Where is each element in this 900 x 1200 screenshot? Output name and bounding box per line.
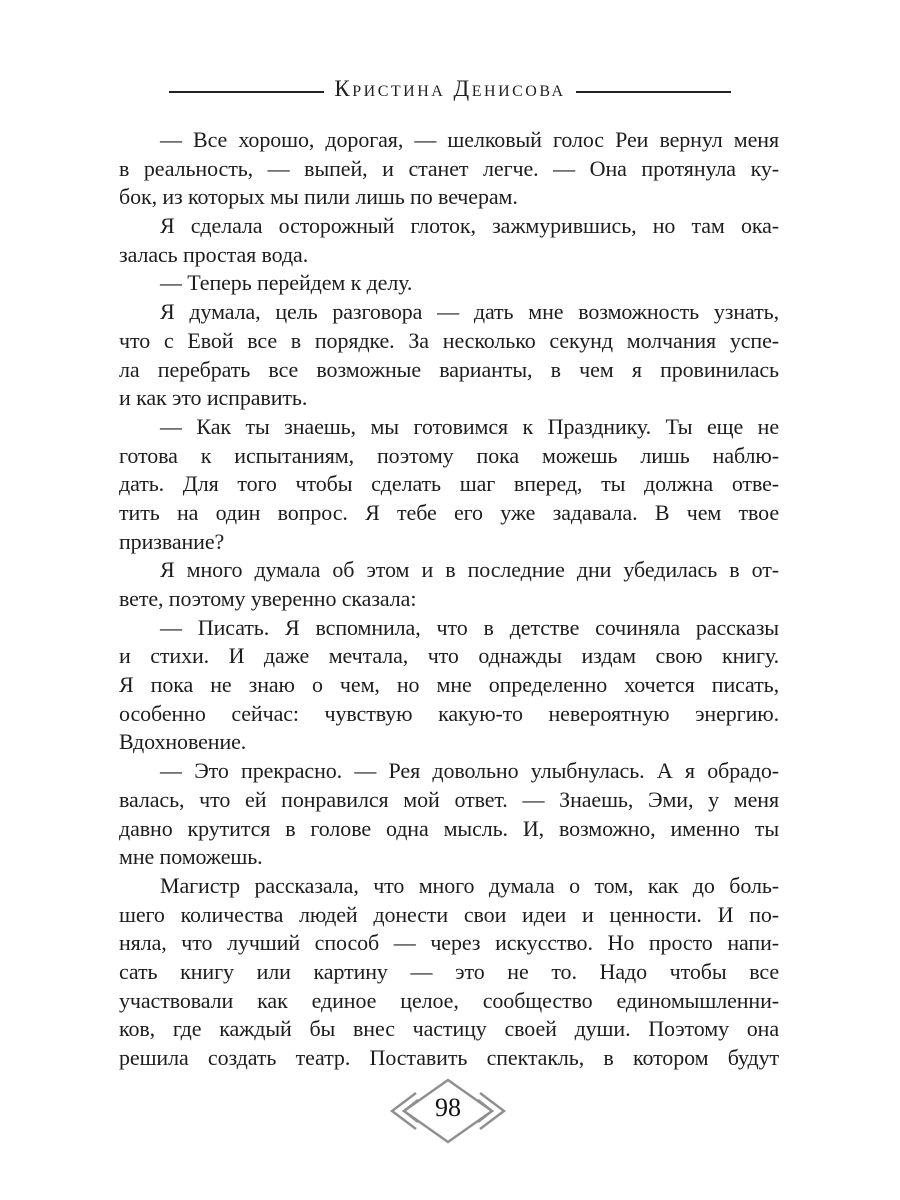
text-line: Вдохновение. — [119, 729, 247, 755]
text-line: тить на один вопрос. Я тебе его уже задавала. В чем твое — [119, 499, 779, 525]
text-line: — Как ты знаешь, мы готовимся к Празднику. Ты еще не — [160, 413, 779, 439]
running-header-title: Кристина Денисова — [334, 76, 566, 101]
paragraph — [119, 757, 779, 872]
text-line: что с Евой все в порядке. За несколько секунд молчания успе- — [119, 327, 779, 353]
text-line: — Писать. Я вспомнила, что в детстве сочиняла рассказы — [160, 614, 779, 640]
text-line: мне поможешь. — [119, 844, 263, 870]
text-line: дать. Для того чтобы сделать шаг вперед, ты должна отве- — [119, 471, 779, 497]
text-line: ков, где каждый бы внес частицу своей души. Поэтому она — [119, 1016, 779, 1042]
header-rule-right — [576, 91, 731, 93]
text-line: в реальность, — выпей, и станет легче. — Она протянула ку- — [119, 155, 779, 181]
text-line: няла, что лучший способ — через искусство. Но просто напи- — [119, 930, 779, 956]
paragraph — [119, 413, 779, 556]
text-line: — Все хорошо, дорогая, — шелковый голос Реи вернул меня — [160, 127, 779, 152]
text-line: валась, что ей понравился мой ответ. — Знаешь, Эми, у меня — [119, 786, 779, 812]
paragraph — [119, 872, 779, 1073]
running-header — [0, 76, 900, 102]
page-text — [119, 126, 779, 1073]
text-line: — Это прекрасно. — Рея довольно улыбнулась. А я обрадо- — [160, 758, 779, 784]
text-line: Я пока не знаю о чем, но мне определенно хочется писать, — [119, 672, 779, 698]
text-line: давно крутится в голове одна мысль. И, возможно, именно ты — [119, 815, 779, 841]
text-line: шего количества людей донести свои идеи и ценности. И по- — [119, 901, 779, 927]
paragraph — [119, 556, 779, 613]
page-number: 98 — [435, 1093, 461, 1122]
text-line: и как это исправить. — [119, 385, 308, 411]
text-line: Я сделала осторожный глоток, зажмурившись, но там ока- — [160, 213, 779, 239]
paragraph — [119, 126, 779, 212]
text-line: вете, поэтому уверенно сказала: — [119, 586, 417, 611]
text-line: Я много думала об этом и в последние дни убедилась в от- — [160, 557, 779, 583]
text-line: призвание? — [119, 528, 225, 554]
paragraph — [119, 298, 779, 413]
paragraph — [119, 614, 779, 757]
text-line: бок, из которых мы пили лишь по вечерам. — [119, 184, 518, 210]
text-line: и стихи. И даже мечтала, что однажды издам свою книгу. — [119, 643, 779, 669]
text-line: сать книгу или картину — это не то. Надо чтобы все — [119, 958, 779, 984]
page-number-ornament — [386, 1076, 510, 1146]
text-line: решила создать театр. Поставить спектакль, в котором будут — [119, 1045, 779, 1070]
header-rule-left — [169, 91, 324, 93]
text-line: готова к испытаниям, поэтому пока можешь лишь наблю- — [119, 442, 779, 468]
text-line: — Теперь перейдем к делу. — [160, 270, 413, 296]
paragraph — [119, 269, 779, 298]
text-line: участвовали как единое целое, сообщество единомышленни- — [119, 987, 779, 1013]
page-footer — [0, 1076, 900, 1146]
text-line: ла перебрать все возможные варианты, в чем я провинилась — [119, 356, 779, 382]
text-line: Я думала, цель разговора — дать мне возможность узнать, — [160, 299, 779, 325]
text-line: залась простая вода. — [119, 241, 309, 267]
paragraph — [119, 212, 779, 269]
text-line: особенно сейчас: чувствую какую-то невероятную энергию. — [119, 700, 779, 726]
text-line: Магистр рассказала, что много думала о том, как до боль- — [160, 872, 779, 898]
